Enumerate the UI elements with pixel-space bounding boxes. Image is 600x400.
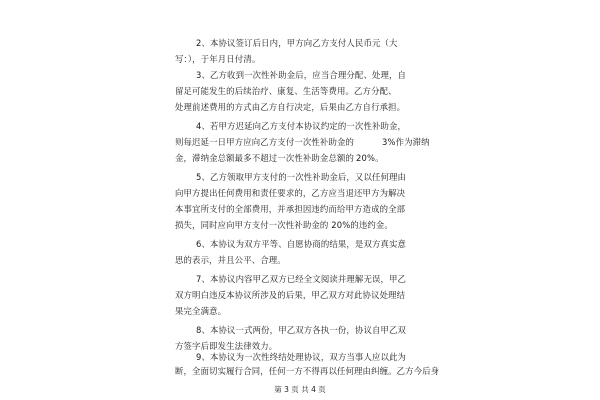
text-line: 写：），于年月日付清。 (175, 54, 261, 64)
text-line: 思的表示，并且公平、合理。 (175, 255, 286, 265)
text-line: 留足可能发生的后续治疗、康复、生活等费用。乙方分配、 (175, 86, 397, 96)
text-line: 7、本协议内容甲乙双方已经全文阅读并理解无误，甲乙 (196, 274, 407, 284)
text-line: 金，滞纳金总额最多不超过一次性补助金总额的 (175, 153, 355, 163)
text-line: 3%作为滞纳 (382, 137, 430, 147)
page-footer: 第 3 页 共 4 页 (274, 385, 326, 394)
text-line: 向甲方提出任何费用和责任要求的，乙方应当退还甲方为解决 (175, 188, 406, 198)
text-line: 损失，同时应向甲方支付一次性补助金的 20%的违约金。 (175, 220, 393, 230)
text-line: 20%。 (356, 153, 384, 163)
text-line: 2、本协议签订后日内，甲方向乙方支付人民币元（大 (196, 38, 398, 48)
text-line: 断，全面切实履行合同，任何一方不得再以任何理由纠缠。乙方今后身 (175, 366, 440, 376)
text-line: 6、本协议为双方平等、自愿协商的结果，是双方真实意 (196, 239, 407, 249)
text-line: 3、乙方收到一次性补助金后，应当合理分配、处理，自 (196, 70, 407, 80)
text-line: 9、本协议为一次性终结处理协议，双方当事人应以此为 (196, 352, 407, 362)
text-line: 果完全满意。 (175, 306, 227, 316)
text-line: 处理前述费用的方式由乙方自行决定，后果由乙方自行承担。 (175, 102, 406, 112)
text-line: 双方明白违反本协议所涉及的后果，甲乙双方对此协议处理结 (175, 290, 406, 300)
text-line: 5、乙方领取甲方支付的一次性补助金后，又以任何理由 (196, 172, 407, 182)
text-line: 4、若甲方迟延向乙方支付本协议约定的一次性补助金， (196, 121, 407, 131)
text-line: 本事宜所支付的全部费用，并承担因违约而给甲方造成的全部 (175, 204, 406, 214)
text-line: 方签字后即发生法律效力。 (175, 341, 278, 351)
text-line: 则每迟延一日甲方应向乙方支付一次性补助金的 (175, 137, 355, 147)
text-line: 8、本协议一式两份，甲乙双方各执一份，协议自甲乙双 (196, 325, 407, 335)
